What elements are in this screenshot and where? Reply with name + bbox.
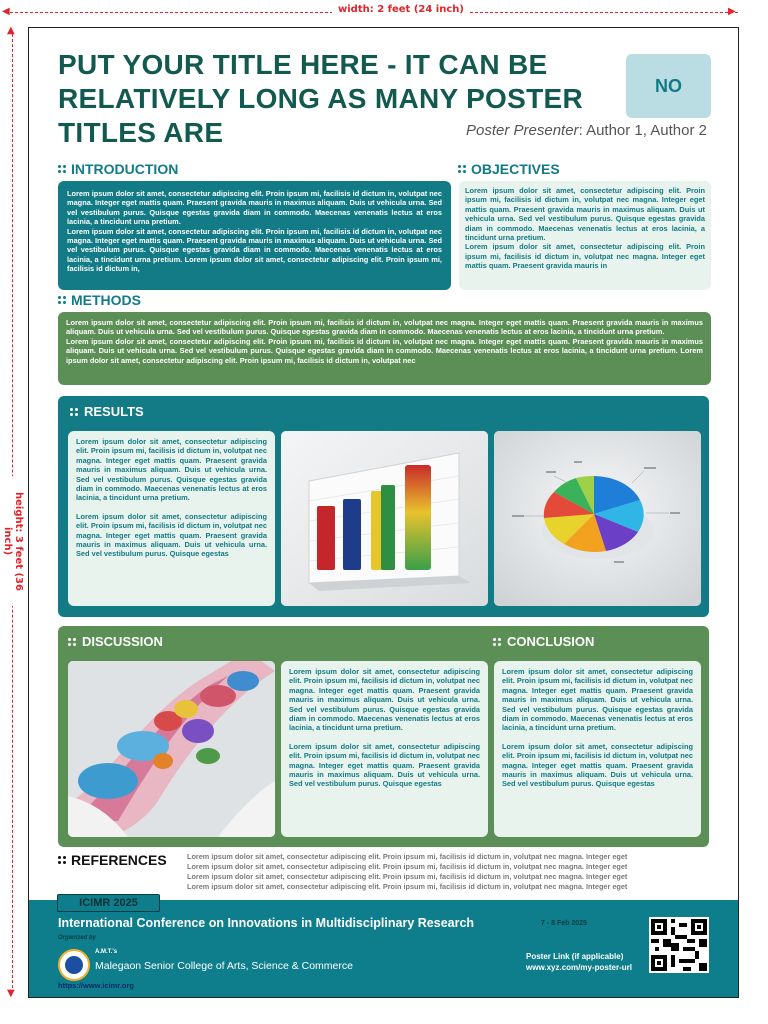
bar-chart-image xyxy=(281,431,488,606)
objectives-text: Lorem ipsum dolor sit amet, consectetur adipiscing elit. Proin ipsum mi, facilisis id dictum in, volutpat nec magna. Integer eget mattis quam. Praesent gravida mauris in maximus aliquam. Duis ut vehicula urna. Sed vel vestibulum purus. Quisque egestas gravida diam in commodo. Maecenas venenatis lectus at eros lacinia, a tincidunt urna pretium. xyxy=(465,186,705,243)
dot-grid-icon xyxy=(70,408,78,416)
introduction-heading: INTRODUCTION xyxy=(58,161,178,177)
height-dimension xyxy=(0,26,26,1001)
conference-website-link[interactable]: https://www.icimr.org xyxy=(58,981,134,990)
conclusion-text: Lorem ipsum dolor sit amet, consectetur adipiscing elit. Proin ipsum mi, facilisis id dictum in, volutpat nec magna. Integer eget mattis quam. Praesent gravida mauris in maximus aliquam. Duis ut vehicula urna. Sed vel vestibulum purus. Quisque egestas gravida diam in commodo. Maecenas venenatis lectus at eros lacinia, a tincidunt urna pretium. xyxy=(502,667,693,733)
reference-item: Lorem ipsum dolor sit amet, consectetur adipiscing elit. Proin ipsum mi, facilisis id dictum in, volutpat nec magna. Integer eget xyxy=(187,882,628,891)
conclusion-text-box xyxy=(494,661,701,837)
conclusion-heading: CONCLUSION xyxy=(493,634,594,649)
references-list xyxy=(187,852,707,892)
results-heading: RESULTS xyxy=(70,404,144,419)
references-heading: REFERENCES xyxy=(58,852,167,868)
poster-link-label: Poster Link (if applicable) xyxy=(526,952,624,961)
introduction-text: Lorem ipsum dolor sit amet, consectetur adipiscing elit. Proin ipsum mi, facilisis id dictum in, volutpat nec magna. Integer eget mattis quam. Praesent gravida mauris in maximus aliquam. Duis ut vehicula urna. Sed vel vestibulum purus. Quisque egestas gravida diam in commodo. Maecenas venenatis lectus at eros lacinia, a tincidunt urna pretium. Lorem ipsum dolor sit amet, consectetur adipiscing elit. Proin ipsum mi, facilisis id dictum in, xyxy=(67,226,442,274)
conference-date: 7 - 8 Feb 2025 xyxy=(541,920,587,927)
methods-box xyxy=(58,312,711,385)
qr-code-icon xyxy=(649,917,709,973)
dot-grid-icon xyxy=(58,165,66,173)
dot-grid-icon xyxy=(58,856,66,864)
org-short-name: A.M.T.'s xyxy=(95,949,118,955)
dot-grid-icon xyxy=(68,638,76,646)
results-text: Lorem ipsum dolor sit amet, consectetur adipiscing elit. Proin ipsum mi, facilisis id dictum in, volutpat nec magna. Integer eget mattis quam. Praesent gravida mauris in maximus aliquam. Duis ut vehicula urna. Sed vel vestibulum purus. Quisque egestas gravida diam in commodo. Maecenas venenatis lectus at eros lacinia, a tincidunt urna pretium. xyxy=(76,437,267,503)
organized-by-label: Organized by xyxy=(58,935,97,941)
discussion-text: Lorem ipsum dolor sit amet, consectetur adipiscing elit. Proin ipsum mi, facilisis id dictum in, volutpat nec magna. Integer eget mattis quam. Praesent gravida mauris in maximus aliquam. Duis ut vehicula urna. Sed vel vestibulum purus. Quisque egestas xyxy=(289,741,480,789)
poster-link[interactable]: www.xyz.com/my-poster-url xyxy=(526,963,632,972)
dot-grid-icon xyxy=(58,296,66,304)
objectives-heading: OBJECTIVES xyxy=(458,161,560,177)
introduction-text: Lorem ipsum dolor sit amet, consectetur adipiscing elit. Proin ipsum mi, facilisis id dictum in, volutpat nec magna. Integer eget mattis quam. Praesent gravida mauris in maximus aliquam. Duis ut vehicula urna. Sed vel vestibulum purus. Quisque egestas gravida diam in commodo. Maecenas venenatis lectus at eros lacinia, a tincidunt urna pretium. xyxy=(67,189,442,227)
poster-title: PUT YOUR TITLE HERE - IT CAN BE RELATIVELY LONG AS MANY POSTER TITLES ARE xyxy=(58,49,584,148)
introduction-box xyxy=(58,181,451,290)
methods-text: Lorem ipsum dolor sit amet, consectetur adipiscing elit. Proin ipsum mi, facilisis id dictum in, volutpat nec magna. Integer eget mattis quam. Praesent gravida mauris in maximus aliquam. Duis ut vehicula urna. Sed vel vestibulum purus. Quisque egestas gravida diam in commodo. Maecenas venenatis lectus at eros lacinia, a tincidunt urna pretium. xyxy=(66,318,703,337)
no-badge: NO xyxy=(626,54,711,118)
width-label: width: 2 feet (24 inch) xyxy=(332,4,470,15)
poster-presenter xyxy=(466,122,707,139)
conference-badge: ICIMR 2025 xyxy=(57,894,160,912)
dot-grid-icon xyxy=(458,165,466,173)
conclusion-text: Lorem ipsum dolor sit amet, consectetur adipiscing elit. Proin ipsum mi, facilisis id dictum in, volutpat nec magna. Integer eget mattis quam. Praesent gravida mauris in maximus aliquam. Duis ut vehicula urna. Sed vel vestibulum purus. Quisque egestas xyxy=(502,741,693,789)
college-logo-icon xyxy=(58,949,90,981)
conference-title: International Conference on Innovations in Multidisciplinary Research xyxy=(58,916,475,930)
poster-footer xyxy=(29,900,739,998)
results-text-box xyxy=(68,431,275,606)
methods-heading: METHODS xyxy=(58,292,141,308)
discussion-conclusion-panel xyxy=(58,626,709,847)
cell-illustration-image xyxy=(68,661,275,837)
college-name: Malegaon Senior College of Arts, Science & Commerce xyxy=(95,960,353,972)
reference-item: Lorem ipsum dolor sit amet, consectetur adipiscing elit. Proin ipsum mi, facilisis id dictum in, volutpat nec magna. Integer eget xyxy=(187,852,628,861)
discussion-text: Lorem ipsum dolor sit amet, consectetur adipiscing elit. Proin ipsum mi, facilisis id dictum in, volutpat nec magna. Integer eget mattis quam. Praesent gravida mauris in maximus aliquam. Duis ut vehicula urna. Sed vel vestibulum purus. Quisque egestas gravida diam in commodo. Maecenas venenatis lectus at eros lacinia, a tincidunt urna pretium. xyxy=(289,667,480,733)
arrow-up-icon: ▲ xyxy=(7,25,15,36)
width-dimension xyxy=(0,0,768,26)
discussion-heading: DISCUSSION xyxy=(68,634,163,649)
height-label: height: 3 feet (36 inch) xyxy=(2,476,24,606)
arrow-left-icon: ◀ xyxy=(2,6,10,17)
methods-text: Lorem ipsum dolor sit amet, consectetur adipiscing elit. Proin ipsum mi, facilisis id dictum in, volutpat nec magna. Integer eget mattis quam. Praesent gravida mauris in maximus aliquam. Duis ut vehicula urna. Sed vel vestibulum purus. Quisque egestas gravida diam in commodo. Maecenas venenatis lectus at eros lacinia, a tincidunt urna pretium. Lorem ipsum dolor sit amet, consectetur adipiscing elit. Proin ipsum mi, facilisis id dictum in, volutpat nec xyxy=(66,336,703,365)
presenter-label: Poster Presenter xyxy=(466,122,579,139)
presenter-authors: : Author 1, Author 2 xyxy=(578,122,707,139)
objectives-box xyxy=(459,181,711,290)
pie-chart-image xyxy=(494,431,701,606)
arrow-right-icon: ▶ xyxy=(728,6,736,17)
arrow-down-icon: ▼ xyxy=(7,988,15,999)
reference-item: Lorem ipsum dolor sit amet, consectetur adipiscing elit. Proin ipsum mi, facilisis id dictum in, volutpat nec magna. Integer eget xyxy=(187,872,628,881)
objectives-text: Lorem ipsum dolor sit amet, consectetur adipiscing elit. Proin ipsum mi, facilisis id dictum in, volutpat nec magna. Integer eget mattis quam. Praesent gravida mauris in xyxy=(465,242,705,271)
discussion-text-box xyxy=(281,661,488,837)
results-panel xyxy=(58,396,709,617)
reference-item: Lorem ipsum dolor sit amet, consectetur adipiscing elit. Proin ipsum mi, facilisis id dictum in, volutpat nec magna. Integer eget xyxy=(187,862,628,871)
poster xyxy=(28,27,739,998)
dot-grid-icon xyxy=(493,638,501,646)
results-text: Lorem ipsum dolor sit amet, consectetur adipiscing elit. Proin ipsum mi, facilisis id dictum in, volutpat nec magna. Integer eget mattis quam. Praesent gravida mauris in maximus aliquam. Duis ut vehicula urna. Sed vel vestibulum purus. Quisque egestas xyxy=(76,511,267,559)
